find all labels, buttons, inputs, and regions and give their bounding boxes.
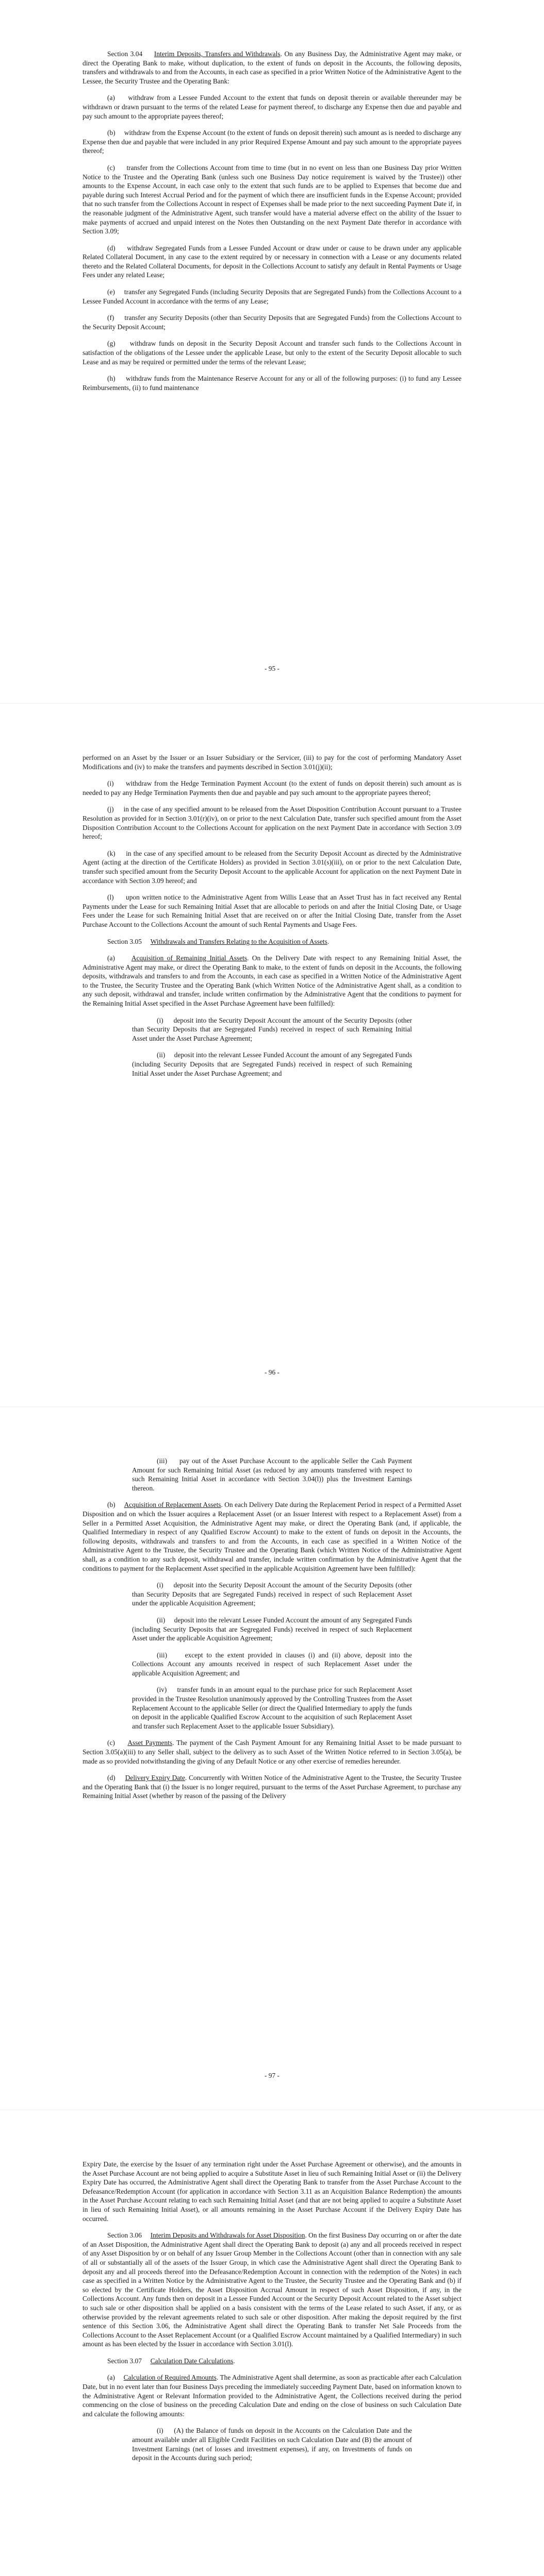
paragraph-marker: (a) xyxy=(107,2374,115,2382)
section-heading: Withdrawals and Transfers Relating to the Acquisition of Assets xyxy=(150,937,327,945)
paragraph xyxy=(83,2357,461,2366)
paragraph-marker: (k) xyxy=(107,849,116,857)
paragraph-marker: Section 3.05 xyxy=(107,937,142,945)
paragraph xyxy=(132,1616,412,1643)
paragraph-text: . On the first Business Day occurring on or after the date of an Asset Disposition, the Administrative Agent shall direct the Operating Bank to deposit (a) any and all proceeds received in respect of any Asset Disposition by or on behalf of any Issuer Group Member in the Collections Account (other than in connection with any sale of all or substantially all of the assets of the Issuer Group, in which case the Administrative Agent shall direct the Operating Bank to deposit any and all proceeds thereof into the Defeasance/Redemption Account in connection with the redemption of the Notes) in each case as specified in a Written Notice by the Administrative Agent to the Trustee, the Security Trustee and the Operating Bank and (b) if so elected by the Certificate Holders, the Asset Disposition Accrual Amount in respect of such Asset Disposition, if any, in the Collections Account. Any funds then on deposit in a Lessee Funded Account or the Security Deposit Account related to the Asset subject to such sale or other disposition shall be applied on a basis consistent with the terms of the Lease related to such Asset, if any, or as otherwise provided by the relevant agreements related to such sale or other disposition. After making the deposit required by the first sentence of this Section 3.06, the Administrative Agent shall direct the Operating Bank to transfer Net Sale Proceeds from the Collections Account to the Asset Replacement Account (or a Qualified Escrow Account maintained by a Qualified Intermediary) in such amount as has been elected by the Issuer in accordance with Section 3.01(l). xyxy=(83,2231,461,2348)
paragraph-text: in the case of any specified amount to be released from the Security Deposit Account as directed by the Administrative Agent (acting at the direction of the Certificate Holders) as provided in Section 3.01(s)(iii), on or prior to the next Calculation Date, transfer such specified amount from the Security Deposit Account to the applicable Account for application on the next Payment Date in accordance with Section 3.09 hereof; and xyxy=(83,849,461,885)
paragraph-text: withdraw from the Hedge Termination Payment Account (to the extent of funds on deposit therein) such amount as is needed to pay any Hedge Termination Payments then due and payable and pay such amount to the appropriate payees thereof; xyxy=(83,779,461,796)
paragraph-marker: (ii) xyxy=(157,1051,166,1059)
page-number: - 95 - xyxy=(264,665,279,672)
paragraph-marker: (l) xyxy=(107,893,114,902)
paragraph xyxy=(132,1016,412,1043)
paragraph xyxy=(83,339,461,366)
paragraph-text: . On each Delivery Date during the Replacement Period in respect of a Permitted Asset Disposition and on which the Issuer acquires a Replacement Asset (or an Issuer Interest with respect to a Replacement Asset) from a Seller in a Permitted Asset Acquisition, the Administrative Agent may make, or direct the Operating Bank (and, if applicable, the Qualified Intermediary in respect of any Qualified Escrow Account) to make to the extent of funds on deposit in the Accounts, the following deposits, withdrawals and transfers to and from the Accounts, in each case as specified in a Written Notice of the Administrative Agent to the Trustee, the Security Trustee and the Operating Bank (which Written Notice of the Administrative Agent shall, as a condition to any such deposit, withdrawal and transfer, include written confirmation by the Administrative Agent that the conditions to payment for the Replacement Asset specified in the applicable Acquisition Agreement have been fulfilled): xyxy=(83,1501,462,1572)
paragraph-text: pay out of the Asset Purchase Account to the applicable Seller the Cash Payment Amount for such Remaining Initial Asset (as reduced by any amounts transferred with respect to such Remaining Initial Asset in accordance with Section 3.04(l)) plus the Investment Earnings thereon. xyxy=(132,1457,412,1492)
paragraph-marker: (b) xyxy=(107,1501,116,1509)
paragraph xyxy=(83,2231,461,2349)
section-heading: Acquisition of Replacement Assets xyxy=(124,1501,221,1509)
paragraph xyxy=(132,1581,412,1608)
paragraph-marker: (j) xyxy=(107,805,114,814)
paragraph-marker: Section 3.04 xyxy=(107,50,143,58)
paragraph xyxy=(132,1685,412,1731)
paragraph-marker: (c) xyxy=(107,163,115,172)
paragraph-text: transfer any Security Deposits (other than Security Deposits that are Segregated Funds) from the Collections Account to the Security Deposit Account; xyxy=(83,314,461,331)
page-number: - 97 - xyxy=(264,2072,279,2079)
paragraph-marker: (d) xyxy=(107,244,116,252)
paragraph-marker: (g) xyxy=(107,340,116,348)
paragraph-text: withdraw funds on deposit in the Security Deposit Account and transfer such funds to the Collections Account in satisfaction of the obligations of the Lessee under the applicable Lease, but only to the extent of the Security Deposit allocable to such Lease and as may be required or permitted under the terms of the relevant Lease; xyxy=(83,340,461,366)
paragraph xyxy=(83,1773,461,1801)
paragraph xyxy=(83,805,461,841)
paragraph xyxy=(83,849,461,885)
paragraph-marker: (a) xyxy=(107,94,115,102)
paragraph-marker: (a) xyxy=(107,954,115,962)
paragraph-text: . Concurrently with Written Notice of the Administrative Agent to the Trustee, the Security Trustee and the Operating Bank that (i) the Issuer is no longer required, pursuant to the terms of the Asset Purchase Agreement, to purchase any Remaining Initial Asset (whether by reason of the passing of the Delivery xyxy=(83,1774,461,1800)
paragraph xyxy=(83,93,461,121)
paragraph-marker: (iv) xyxy=(157,1686,167,1694)
section-heading: Calculation of Required Amounts xyxy=(123,2374,217,2382)
paragraph xyxy=(83,244,461,280)
page-content xyxy=(83,753,461,1078)
paragraph-marker: (d) xyxy=(107,1774,116,1782)
section-heading: Interim Deposits and Withdrawals for Asset Disposition xyxy=(150,2231,305,2240)
section-heading: Interim Deposits, Transfers and Withdrawals xyxy=(154,50,281,58)
page-content xyxy=(83,2160,461,2463)
paragraph xyxy=(83,49,461,86)
paragraph xyxy=(83,1738,461,1766)
paragraph-text: (A) the Balance of funds on deposit in the Accounts on the Calculation Date and the amount available under all Eligible Credit Facilities on such Calculation Date and (B) the amount of Investment Earnings (net of losses and investment expenses), if any, on Investments of funds on deposit in the Accounts during such period; xyxy=(132,2427,412,2462)
paragraph-text: . On the Delivery Date with respect to any Remaining Initial Asset, the Administrative Agent may make, or direct the Operating Bank to make, to the extent of funds on deposit in the Accounts, the following deposits, withdrawals and transfers to and from the Accounts, in each case as specified in a Written Notice of the Administrative Agent to the Trustee, the Security Trustee and the Operating Bank (which Written Notice of the Administrative Agent shall, as a condition to any such deposit, withdrawal and transfer, include written confirmation by the Administrative Agent that the conditions to payment for the Remaining Initial Asset specified in the Asset Purchase Agreement have been fulfilled): xyxy=(83,954,461,1008)
paragraph-text: Expiry Date, the exercise by the Issuer of any termination right under the Asset Purchase Agreement or otherwise), and the amounts in the Asset Purchase Account are not being applied to acquire a Substitute Asset in lieu of such Remaining Initial Asset or (ii) the Delivery Expiry Date has occurred, the Administrative Agent shall direct the Operating Bank to transfer from the Asset Purchase Account to the Defeasance/Redemption Account (for application in accordance with Section 3.11 as an Acquisition Balance Redemption) the amounts in the Asset Purchase Account relating to each such Remaining Initial Asset (and that are not being applied to acquire a Substitute Asset in lieu of such Remaining Initial Asset), or all amounts remaining in the Asset Purchase Account if the Delivery Expiry Date has occurred. xyxy=(83,2160,461,2223)
section-heading: Asset Payments xyxy=(127,1739,173,1747)
paragraph xyxy=(83,2373,461,2418)
paragraph-text: except to the extent provided in clauses (i) and (ii) above, deposit into the Collections Account any amounts received in respect of such Replacement Asset under the applicable Acquisition Agreement; and xyxy=(132,1651,412,1677)
document-page xyxy=(0,2110,544,2576)
paragraph-text: . The Administrative Agent shall determine, as soon as practicable after each Calculation Date, but in no event later than four Business Days preceding the immediately succeeding Payment Date, based on information known to the Administrative Agent or Relevant Information provided to the Administrative Agent, the Collections received during the period commencing on the close of business on the preceding Calculation Date and ending on the close of business on such Calculation Date and calculate the following amounts: xyxy=(83,2374,461,2418)
paragraph xyxy=(132,1456,412,1493)
paragraph-text: transfer any Segregated Funds (including Security Deposits that are Segregated Funds) from the Collections Account to a Lessee Funded Account in accordance with the terms of any Lease; xyxy=(83,288,461,305)
paragraph-marker: (f) xyxy=(107,314,114,322)
document-page xyxy=(0,1406,544,2110)
paragraph xyxy=(83,937,461,946)
paragraph-text: . xyxy=(233,2357,235,2365)
paragraph-text: in the case of any specified amount to be released from the Asset Disposition Contribution Account pursuant to a Trustee Resolution as provided for in Section 3.01(r)(iv), on or prior to the next Calculation Date, transfer such specified amount from the Asset Disposition Contribution Account to the Collections Account for application on the next Payment Date in accordance with Section 3.09 hereof; xyxy=(83,805,461,841)
paragraph-marker: Section 3.07 xyxy=(107,2357,142,2365)
page-content xyxy=(83,49,461,392)
paragraph-text: deposit into the relevant Lessee Funded Account the amount of any Segregated Funds (including Security Deposits that are Segregated Funds) received in respect of such Replacement Asset under the applicable Acquisition Agreement; xyxy=(132,1616,412,1642)
paragraph-marker: Section 3.06 xyxy=(107,2231,142,2240)
paragraph-text: transfer funds in an amount equal to the purchase price for such Replacement Asset provided in the Trustee Resolution unanimously approved by the Controlling Trustees from the Asset Replacement Account to the applicable Seller (or direct the Qualified Intermediary to apply the funds on deposit in the applicable Qualified Escrow Account to the acquisition of such Replacement Asset and transfer such Replacement Asset to the applicable Issuer Subsidiary). xyxy=(132,1686,412,1730)
paragraph-text: withdraw Segregated Funds from a Lessee Funded Account or draw under or cause to be drawn under any applicable Related Collateral Document, in any case to the extent required by or necessary in connection with a Lease or any documents related thereto and the Related Collateral Documents, for deposit in the Collections Account to satisfy any default in Rental Payments or Usage Fees under any related Lease; xyxy=(83,244,461,279)
paragraph-marker: (i) xyxy=(107,779,114,788)
paragraph-text: performed on an Asset by the Issuer or an Issuer Subsidiary or the Servicer, (iii) to pay for the cost of performing Mandatory Asset Modifications and (iv) to make the transfers and payments described in Section 3.01(j)(ii); xyxy=(83,754,461,771)
paragraph-text: deposit into the Security Deposit Account the amount of the Security Deposits (other than Security Deposits that are Segregated Funds) received in respect of such Remaining Initial Asset under the Asset Purchase Agreement; xyxy=(132,1016,412,1042)
paragraph xyxy=(83,779,461,797)
paragraph-marker: (iii) xyxy=(157,1457,168,1465)
paragraph xyxy=(83,313,461,331)
paragraph-text: . xyxy=(327,937,329,945)
paragraph-marker: (i) xyxy=(157,1016,163,1024)
paragraph-text: deposit into the relevant Lessee Funded Account the amount of any Segregated Funds (including Security Deposits that are Segregated Funds) received in respect of such Remaining Initial Asset under the Asset Purchase Agreement; and xyxy=(132,1051,412,1077)
paragraph-text: transfer from the Collections Account from time to time (but in no event on less than one Business Day prior Written Notice to the Trustee and the Operating Bank (unless such one Business Day notice requirement is waived by the Trustee)) other amounts to the Expense Account, in each case only to the extent that such funds are to be applied to Expenses that become due and payable during such Interest Accrual Period and for the payment of which there are insufficient funds in the Expense Account; provided that no such transfer from the Collections Account in respect of Expenses shall be made prior to the next succeeding Payment Date if, in the reasonable judgment of the Administrative Agent, such transfer would have a material adverse effect on the ability of the Issuer to make payments of accrued and unpaid interest on the Notes then Outstanding on the next Payment Date therefor in accordance with Section 3.09; xyxy=(83,163,461,235)
section-heading: Acquisition of Remaining Initial Assets xyxy=(131,954,248,962)
paragraph-text: deposit into the Security Deposit Account the amount of the Security Deposits (other than Security Deposits that are Segregated Funds) received in respect of such Replacement Asset under the applicable Acquisition Agreement; xyxy=(132,1581,412,1607)
paragraph-text: . On any Business Day, the Administrative Agent may make, or direct the Operating Bank to make, without duplication, to the extent of funds on deposit in the Accounts, the following deposits, transfers and withdrawals to and from the Accounts, in each case as specified in a prior Written Notice of the Administrative Agent to the Lessee, the Security Trustee and the Operating Bank: xyxy=(83,50,461,85)
paragraph xyxy=(83,2160,461,2223)
paragraph-text: withdraw funds from the Maintenance Reserve Account for any or all of the following purposes: (i) to fund any Lessee Reimbursements, (ii) to fund maintenance xyxy=(83,375,461,392)
paragraph xyxy=(132,1050,412,1078)
paragraph-text: withdraw from a Lessee Funded Account to the extent that funds on deposit therein or available thereunder may be withdrawn or drawn pursuant to the terms of the related Lease for payment thereof, to discharge any Expense then due and payable and pay such amount to the appropriate payees thereof; xyxy=(83,94,461,120)
paragraph-marker: (h) xyxy=(107,375,116,383)
paragraph-text: upon written notice to the Administrative Agent from Willis Lease that an Asset Trust has in fact received any Rental Payments under the Lease for such Remaining Initial Asset that are allocable to periods on and after the Initial Closing Date, or Usage Fees under the Lease for such Remaining Initial Asset that are received on or after the Initial Closing Date, transfer from the Asset Purchase Account to the Collections Account the amount of such Rental Payments and Usage Fees. xyxy=(83,893,461,928)
paragraph-text: withdraw from the Expense Account (to the extent of funds on deposit therein) such amount as is needed to discharge any Expense then due and payable that were included in any prior Required Expense Amount and pay such amount to the appropriate payees thereof; xyxy=(83,129,461,155)
paragraph xyxy=(83,1500,461,1573)
paragraph xyxy=(83,753,461,771)
document-page xyxy=(0,0,544,703)
paragraph xyxy=(83,163,461,236)
paragraph-marker: (i) xyxy=(157,1581,163,1589)
paragraph-marker: (e) xyxy=(107,288,115,296)
paragraph-marker: (i) xyxy=(157,2427,163,2435)
paragraph xyxy=(132,2426,412,2462)
paragraph xyxy=(132,1651,412,1678)
paragraph xyxy=(83,893,461,929)
document-page xyxy=(0,703,544,1406)
page-number: - 96 - xyxy=(264,1368,279,1376)
paragraph xyxy=(83,287,461,306)
page-content xyxy=(83,1456,461,1801)
paragraph xyxy=(83,374,461,392)
paragraph-marker: (c) xyxy=(107,1739,115,1747)
paragraph xyxy=(83,954,461,1008)
paragraph-marker: (iii) xyxy=(157,1651,168,1659)
paragraph-marker: (ii) xyxy=(157,1616,166,1624)
paragraph-text: . The payment of the Cash Payment Amount for any Remaining Initial Asset to be made pursuant to Section 3.05(a)(iii) to any Seller shall, subject to the delivery as to such Asset of the Written Notice referred to in Section 3.05(a), be made as so provided notwithstanding the giving of any Default Notice or any other exercise of remedies hereunder. xyxy=(83,1739,461,1765)
paragraph xyxy=(83,128,461,156)
section-heading: Calculation Date Calculations xyxy=(150,2357,234,2365)
paragraph-marker: (b) xyxy=(107,129,116,137)
section-heading: Delivery Expiry Date xyxy=(125,1774,185,1782)
